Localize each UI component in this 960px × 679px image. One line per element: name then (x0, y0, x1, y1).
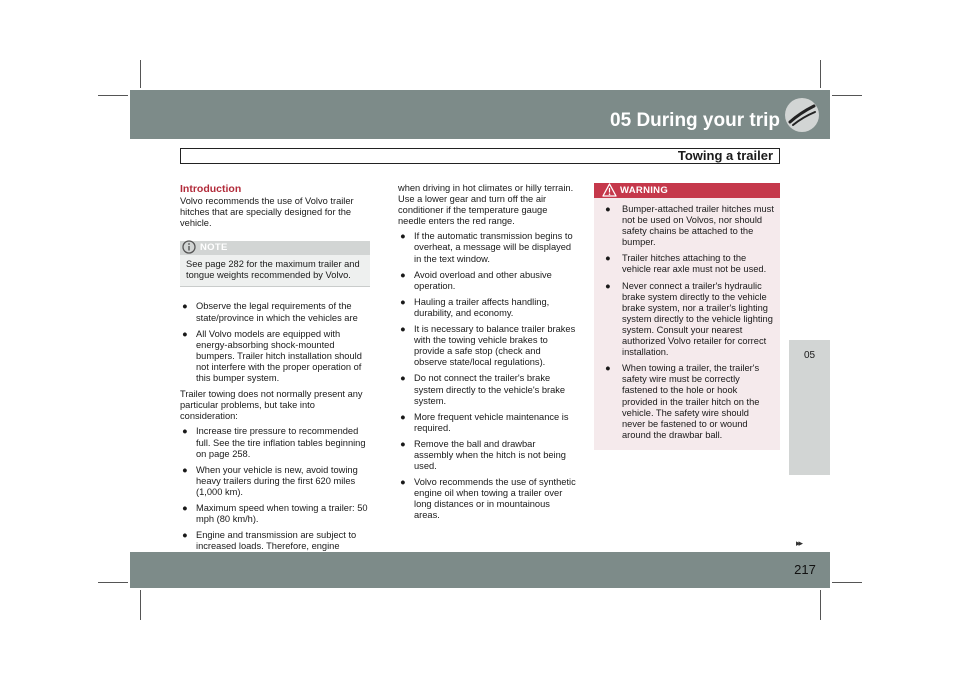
bullet: ● (400, 438, 406, 449)
bullet: ● (605, 363, 611, 374)
continuation-text: when driving in hot climates or hilly terrain. Use a lower gear and turn off the air conditioner if the temperature gauge needle enters the red range. (398, 183, 574, 227)
bullet: ● (400, 373, 406, 384)
intro-text: Volvo recommends the use of Volvo trailer hitches that are specially designed for the vehicle. (180, 196, 354, 229)
bullet: ● (182, 301, 188, 312)
crop-mark (140, 590, 141, 620)
section-bar (180, 148, 780, 164)
list-item: ● Hauling a trailer affects handling, durability, and economy. (400, 296, 550, 318)
bullet: ● (605, 253, 611, 264)
bullet: ● (400, 269, 406, 280)
column-2 (398, 183, 576, 527)
warning-triangle-icon (602, 183, 617, 197)
towing-paragraph: Trailer towing does not normally present any particular problems, but take into consideration: (180, 389, 363, 422)
section-heading: Introduction (180, 183, 242, 195)
warning-item: ● When towing a trailer, the trailer's safety wire must be correctly fastened to the hole or hook provided in the trailer hitch on the vehicle. The safety wire should never be fastened to or wound around the drawbar ball. (605, 363, 760, 440)
list-item: ● Avoid overload and other abusive operation. (400, 269, 552, 291)
list-item: ● If the automatic transmission begins to overheat, a message will be displayed in the text window. (400, 231, 573, 264)
list-item: ● Maximum speed when towing a trailer: 50 mph (80 km/h). (182, 502, 368, 525)
page-number: 217 (794, 562, 816, 577)
crop-mark (820, 60, 821, 88)
continued-marker: ▸▸ (796, 538, 802, 548)
info-icon (182, 240, 196, 254)
list-item: ● All Volvo models are equipped with energy-absorbing shock-mounted bumpers. Trailer hitch installation should not interfere with the proper operation of this bumper system. (182, 328, 362, 384)
note-label: NOTE (200, 242, 228, 254)
crop-mark (140, 60, 141, 88)
section-title: Towing a trailer (677, 148, 773, 163)
bullet: ● (400, 324, 406, 335)
list-item: ● Do not connect the trailer's brake system directly to the vehicle's brake system. (400, 373, 566, 406)
note-header (180, 241, 370, 255)
column-1 (180, 183, 370, 580)
warning-item: ● Trailer hitches attaching to the vehicle rear axle must not be used. (605, 253, 767, 275)
bullet: ● (182, 328, 188, 339)
bullet-list-c (398, 231, 576, 521)
bullet: ● (605, 204, 611, 214)
bullet: ● (400, 231, 406, 242)
list-item: ● Remove the ball and drawbar assembly when the hitch is not being used. (400, 438, 566, 472)
list-item: ● When your vehicle is new, avoid towing heavy trailers during the first 620 miles (1,000 km). (182, 464, 358, 497)
crop-mark (832, 582, 862, 583)
warning-list (600, 204, 774, 441)
crop-mark (98, 582, 128, 583)
warning-header (594, 183, 780, 198)
bullet: ● (182, 464, 188, 475)
note-text: See page 282 for the maximum trailer and tongue weights recommended by Volvo. (186, 259, 360, 281)
warning-label: WARNING (620, 185, 669, 196)
note-box (180, 241, 370, 287)
chapter-side-tab (789, 340, 830, 475)
bullet: ● (400, 411, 406, 422)
warning-box (594, 183, 780, 450)
crop-mark (98, 95, 128, 96)
bullet: ● (605, 280, 611, 291)
bullet: ● (182, 426, 188, 437)
list-item: ● Observe the legal requirements of the state/province in which the vehicles are (182, 301, 358, 323)
side-tab-label: 05 (803, 350, 816, 361)
bullet: ● (182, 502, 188, 513)
column-3 (594, 183, 780, 450)
warning-body (594, 198, 780, 441)
footer-band (130, 552, 830, 588)
steering-road-icon (782, 95, 822, 135)
list-item: ● More frequent vehicle maintenance is required. (400, 411, 569, 433)
warning-item: ● Never connect a trailer's hydraulic brake system directly to the vehicle brake system, nor a trailer's lighting system directly to the vehicle lighting system. Consult your nearest authorized Volvo retailer for correct installation. (605, 280, 773, 358)
bullet: ● (400, 296, 406, 307)
list-item: ● Volvo recommends the use of synthetic engine oil when towing a trailer over long distances or in mountainous areas. (400, 477, 576, 521)
crop-mark (820, 590, 821, 620)
bullet: ● (400, 477, 406, 488)
bullet-list-a (180, 301, 370, 384)
crop-mark (832, 95, 862, 96)
warning-item: ● Bumper-attached trailer hitches must not be used on Volvos, nor should safety chains be attached to the bumper. (605, 204, 774, 248)
list-item: ● Increase tire pressure to recommended full. See the tire inflation tables beginning on page 258. (182, 426, 366, 459)
chapter-title: 05 During your trip (610, 110, 780, 131)
list-item: ● It is necessary to balance trailer brakes with the towing vehicle brakes to provide a safe stop (check and observe state/local regulations). (400, 324, 576, 368)
list-item: ● Engine and transmission are subject to increased loads. Therefore, engine (182, 530, 357, 552)
bullet: ● (182, 530, 188, 541)
